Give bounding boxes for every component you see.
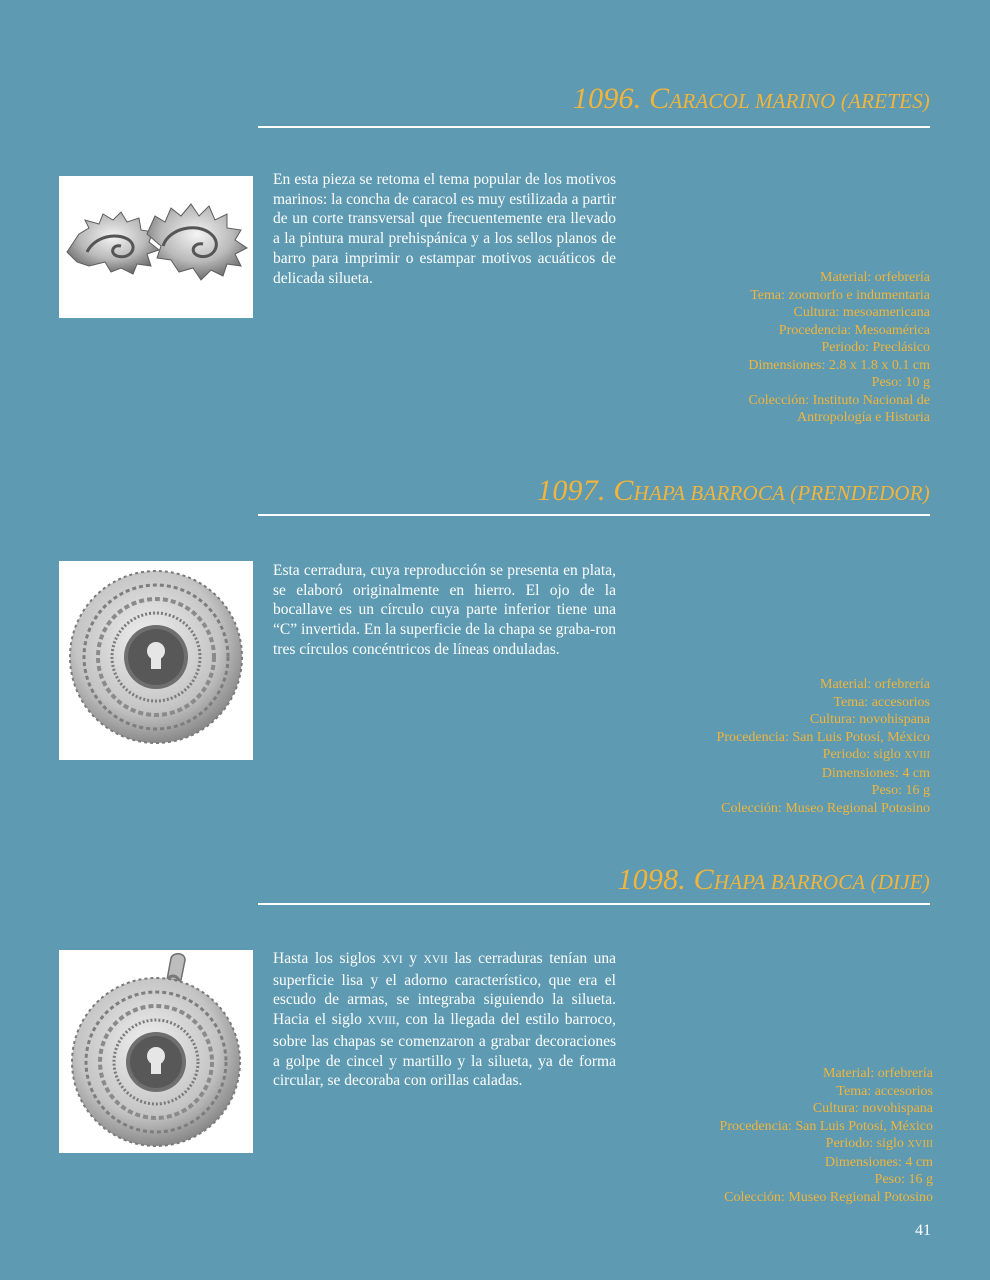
meta-material: Material: orfebrería (820, 677, 930, 692)
description-1096: En esta pieza se retoma el tema popular de los motivos marinos: la concha de caracol es muy estilizada a partir de un corte transversal que frecuentemente era llevado a la pintura mural prehispánica y a los sellos planos de barro para imprimir o estampar motivos acuáticos de delicada silueta. (273, 171, 616, 287)
meta-tema: Tema: accesorios (833, 694, 930, 710)
section-divider (258, 514, 930, 516)
meta-dimensiones: Dimensiones: 2.8 x 1.8 x 0.1 cm (748, 357, 930, 373)
meta-cultura: Cultura: mesoamericana (793, 305, 930, 320)
entry-title-1098: 1098. CHAPA BARROCA (DIJE) (617, 863, 930, 896)
meta-material: Material: orfebrería (820, 270, 930, 285)
meta-dimensiones: Dimensiones: 4 cm (824, 1154, 933, 1170)
meta-coleccion: Colección: Museo Regional Potosino (724, 1189, 933, 1205)
meta-cultura: Cultura: novohispana (809, 712, 930, 727)
meta-periodo: Periodo: siglo XVIII (822, 747, 930, 762)
meta-periodo: Periodo: Preclásico (821, 340, 930, 355)
meta-peso: Peso: 10 g (871, 375, 930, 390)
meta-material: Material: orfebrería (823, 1066, 933, 1081)
meta-tema: Tema: accesorios (836, 1083, 933, 1099)
meta-periodo: Periodo: siglo XVIII (825, 1136, 933, 1151)
earring-left (67, 212, 159, 274)
meta-procedencia: Procedencia: Mesoamérica (778, 322, 930, 338)
meta-procedencia: Procedencia: San Luis Potosí, México (719, 1118, 933, 1134)
meta-coleccion-cont: Antropología e Historia (797, 410, 930, 425)
meta-tema: Tema: zoomorfo e indumentaria (750, 287, 930, 303)
meta-coleccion: Colección: Instituto Nacional de (748, 392, 930, 408)
meta-coleccion: Colección: Museo Regional Potosino (721, 800, 930, 816)
description-1098: Hasta los siglos XVI y XVII las cerraduras tenían una superficie lisa y el adorno característico, que era el escudo de armas, se integraba siguiendo la silueta. Hacia el siglo XVIII, con la llegada del estilo barroco, sobre las chapas se comenzaron a grabar decoraciones a golpe de cincel y martillo y la silueta, ya de forma circular, se decoraba con orillas caladas. (273, 950, 616, 1090)
section-divider (258, 903, 930, 905)
metadata-1096 (630, 269, 930, 427)
meta-procedencia: Procedencia: San Luis Potosí, México (716, 729, 930, 745)
meta-peso: Peso: 16 g (874, 1172, 933, 1187)
description-1097: Esta cerradura, cuya reproducción se presenta en plata, se elaboró originalmente en hierro. El ojo de la bocallave es un círculo cuya parte inferior tiene una “C” invertida. En la superficie de la chapa se graba-ron tres círculos concéntricos de líneas onduladas. (273, 562, 616, 658)
entry-title-1097: 1097. CHAPA BARROCA (PRENDEDOR) (537, 474, 930, 507)
meta-dimensiones: Dimensiones: 4 cm (821, 765, 930, 781)
meta-peso: Peso: 16 g (871, 783, 930, 798)
metadata-1097 (630, 676, 930, 817)
section-divider (258, 126, 930, 128)
entry-title-1096: 1096. CARACOL MARINO (ARETES) (572, 82, 930, 115)
snail-earrings-photo (59, 176, 253, 318)
earring-right (147, 204, 247, 280)
meta-cultura: Cultura: novohispana (812, 1101, 933, 1116)
baroque-lock-plate-pendant-photo (59, 950, 253, 1153)
metadata-1098 (633, 1065, 933, 1206)
page-number: 41 (915, 1222, 931, 1239)
baroque-lock-plate-brooch-photo (59, 561, 253, 760)
